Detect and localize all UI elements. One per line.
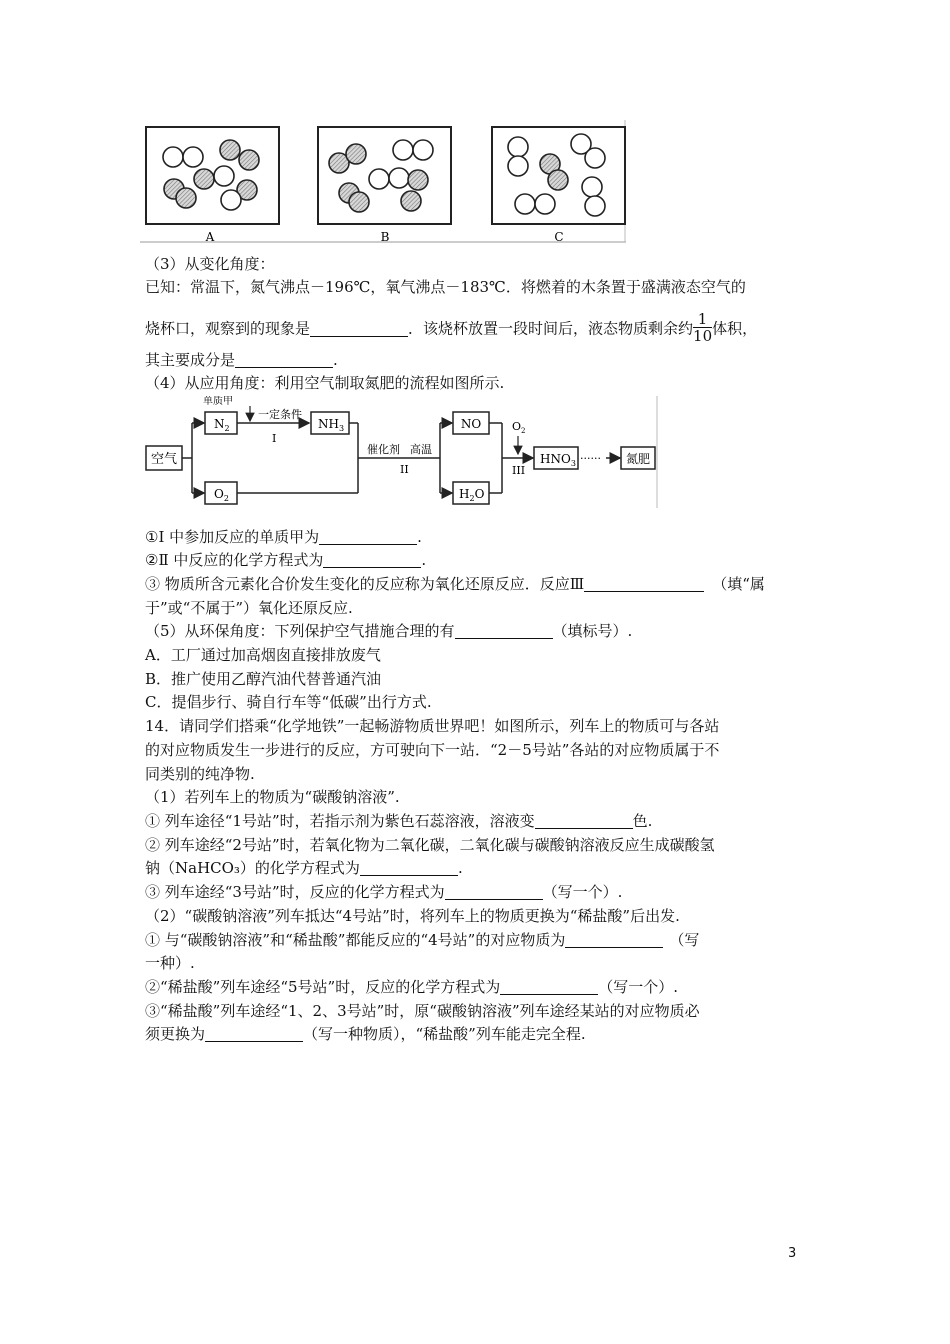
- box-b: [318, 127, 451, 244]
- node-nh3-label: $NH_3$: [318, 417, 345, 433]
- page-number: 3: [788, 1246, 797, 1261]
- box-c: [492, 127, 625, 244]
- answer-blank-nahco3-equation[interactable]: [360, 860, 458, 876]
- sec3-line2-a: 烧杯口，观察到的现象是: [145, 319, 311, 338]
- q14-p1-q2-tail: .: [457, 859, 463, 877]
- q14-p1-q2: ② 列车途经“2号站”时，若氧化物为二氧化碳，二氧化碳与碳酸钠溶液反应生成碳酸氢: [145, 836, 715, 854]
- sec5-option-a: A．工厂通过加高烟囱直接排放废气: [145, 646, 381, 664]
- q14-line2: 的对应物质发生一步进行的反应，方可驶向下一站．“2－5号站”各站的对应物质属于不: [145, 741, 720, 759]
- q14-p2-q3: ③“稀盐酸”列车途经“1、2、3号站”时，原“碳酸钠溶液”列车途经某站的对应物质必: [145, 1002, 700, 1020]
- q14-p2-q3-tail: （写一种物质），“稀盐酸”列车能走完全程.: [303, 1025, 586, 1043]
- dots-label: ······: [580, 452, 601, 465]
- sec3-line3-b: .: [333, 351, 338, 369]
- sec4-q2-text: ②Ⅱ 中反应的化学方程式为: [145, 551, 324, 569]
- answer-blank-color[interactable]: [535, 813, 633, 829]
- fraction-numerator: 1: [693, 311, 712, 328]
- node-air-label: 空气: [150, 452, 178, 467]
- answer-blank-observation[interactable]: [310, 321, 408, 337]
- q14-part1: （1）若列车上的物质为“碳酸钠溶液”.: [145, 788, 400, 806]
- q14-line1: 14．请同学们搭乘“化学地铁”一起畅游物质世界吧！如图所示，列车上的物质可与各站: [145, 717, 720, 735]
- sec4-q2: [145, 550, 426, 570]
- reagent-label: 单质甲: [203, 396, 233, 407]
- sec4-q1-end: .: [417, 528, 422, 546]
- sec5-option-b: B．推广使用乙醇汽油代替普通汽油: [145, 670, 382, 688]
- node-hno3-label: $HNO_3$: [540, 452, 576, 468]
- answer-blank-measures[interactable]: [455, 623, 553, 639]
- q14-p2-q1: [145, 930, 699, 950]
- high-temp-label: 高温: [410, 443, 432, 456]
- answer-blank-station4-substance[interactable]: [565, 932, 663, 948]
- q14-p2-q3-cont: [145, 1024, 586, 1044]
- sec3-line2-c: 体积，: [712, 319, 758, 338]
- step-1-label: I: [272, 432, 277, 445]
- q14-p1-q2-cont: [145, 858, 463, 878]
- label-a: A: [205, 230, 215, 244]
- sec5-tail: （填标号）.: [552, 622, 633, 640]
- node-fertilizer-label: 氮肥: [625, 452, 651, 466]
- sec4-q1-text: ①Ⅰ 中参加反应的单质甲为: [145, 528, 320, 546]
- sec4-q3: [145, 574, 765, 594]
- q14-line3: 同类别的纯净物.: [145, 765, 255, 783]
- answer-blank-main-component[interactable]: [235, 352, 333, 368]
- q14-p1-q3-text: ③ 列车途经“3号站”时，反应的化学方程式为: [145, 883, 445, 901]
- q14-p1-q1-tail: 色.: [632, 812, 653, 830]
- q14-p2-q2-text: ②“稀盐酸”列车途经“5号站”时，反应的化学方程式为: [145, 978, 501, 996]
- sec3-line3: [145, 350, 338, 370]
- answer-blank-station3-equation[interactable]: [445, 884, 543, 900]
- q14-p1-q3-tail: （写一个）.: [542, 883, 623, 901]
- sec3-line3-a: 其主要成分是: [145, 351, 236, 369]
- node-n2-label: $N_2$: [214, 417, 230, 433]
- sec5-text: （5）从环保角度：下列保护空气措施合理的有: [145, 622, 455, 640]
- sec4-q3-tail: （填“属: [712, 575, 765, 593]
- fraction-denominator: 10: [693, 327, 713, 345]
- q14-p1-q2-text: 钠（NaHCO₃）的化学方程式为: [145, 859, 360, 877]
- answer-blank-redox[interactable]: [584, 576, 704, 592]
- node-o2-label: $O_2$: [214, 487, 229, 503]
- node-no-label: NO: [460, 417, 482, 431]
- label-b: B: [380, 230, 390, 244]
- node-h2o-label: $H_2O$: [459, 487, 485, 503]
- q14-p2-q2: [145, 977, 678, 997]
- step-2-label: II: [400, 463, 409, 476]
- particle-model-figure: [140, 120, 630, 245]
- q14-p1-q1: [145, 811, 652, 831]
- answer-blank-element-a[interactable]: [319, 529, 417, 545]
- answer-blank-station5-equation[interactable]: [500, 979, 598, 995]
- sec4-q3-text: ③ 物质所含元素化合价发生变化的反应称为氧化还原反应．反应Ⅲ: [145, 575, 585, 593]
- sec5-question: [145, 621, 632, 641]
- sec3-title: （3）从变化角度：: [145, 255, 275, 273]
- sec4-title: （4）从应用角度：利用空气制取氮肥的流程如图所示.: [145, 374, 505, 392]
- sec4-q1: [145, 527, 422, 547]
- q14-p2-q2-tail: （写一个）.: [598, 978, 679, 996]
- q14-p1-q3: [145, 882, 622, 902]
- q14-p2-q3-text: 须更换为: [145, 1025, 206, 1043]
- sec3-line2: [145, 310, 758, 345]
- answer-blank-equation-2[interactable]: [323, 552, 421, 568]
- q14-part2: （2）“碳酸钠溶液”列车抵达“4号站”时，将列车上的物质更换为“稀盐酸”后出发.: [145, 907, 680, 925]
- q14-p1-q1-text: ① 列车途径“1号站”时，若指示剂为紫色石蕊溶液，溶液变: [145, 812, 535, 830]
- condition-label: 一定条件: [258, 408, 302, 421]
- sec5-option-c: C．提倡步行、骑自行车等“低碳”出行方式.: [145, 693, 432, 711]
- nitrogen-fertilizer-flowchart: [140, 396, 660, 510]
- catalyst-label: 催化剂: [367, 443, 400, 456]
- sec3-line2-b: ．该烧杯放置一段时间后，液态物质剩余约: [408, 319, 694, 338]
- sec3-line1: 已知：常温下，氮气沸点－196℃，氧气沸点－183℃．将燃着的木条置于盛满液态空气的: [145, 278, 746, 296]
- q14-p2-q1-tail: （写: [669, 931, 700, 949]
- q14-p2-q1-cont: 一种）.: [145, 954, 195, 972]
- answer-blank-replacement-substance[interactable]: [205, 1026, 303, 1042]
- sec4-q2-end: .: [421, 551, 427, 569]
- sec4-q3-cont: 于”或“不属于”）氧化还原反应.: [145, 599, 353, 617]
- q14-p2-q1-text: ① 与“碳酸钠溶液”和“稀盐酸”都能反应的“4号站”的对应物质为: [145, 931, 566, 949]
- fraction: [693, 311, 712, 344]
- o2-reagent-label: $O_2$: [512, 420, 526, 435]
- label-c: C: [554, 230, 564, 244]
- step-3-label: III: [512, 464, 526, 477]
- box-a: [146, 127, 279, 244]
